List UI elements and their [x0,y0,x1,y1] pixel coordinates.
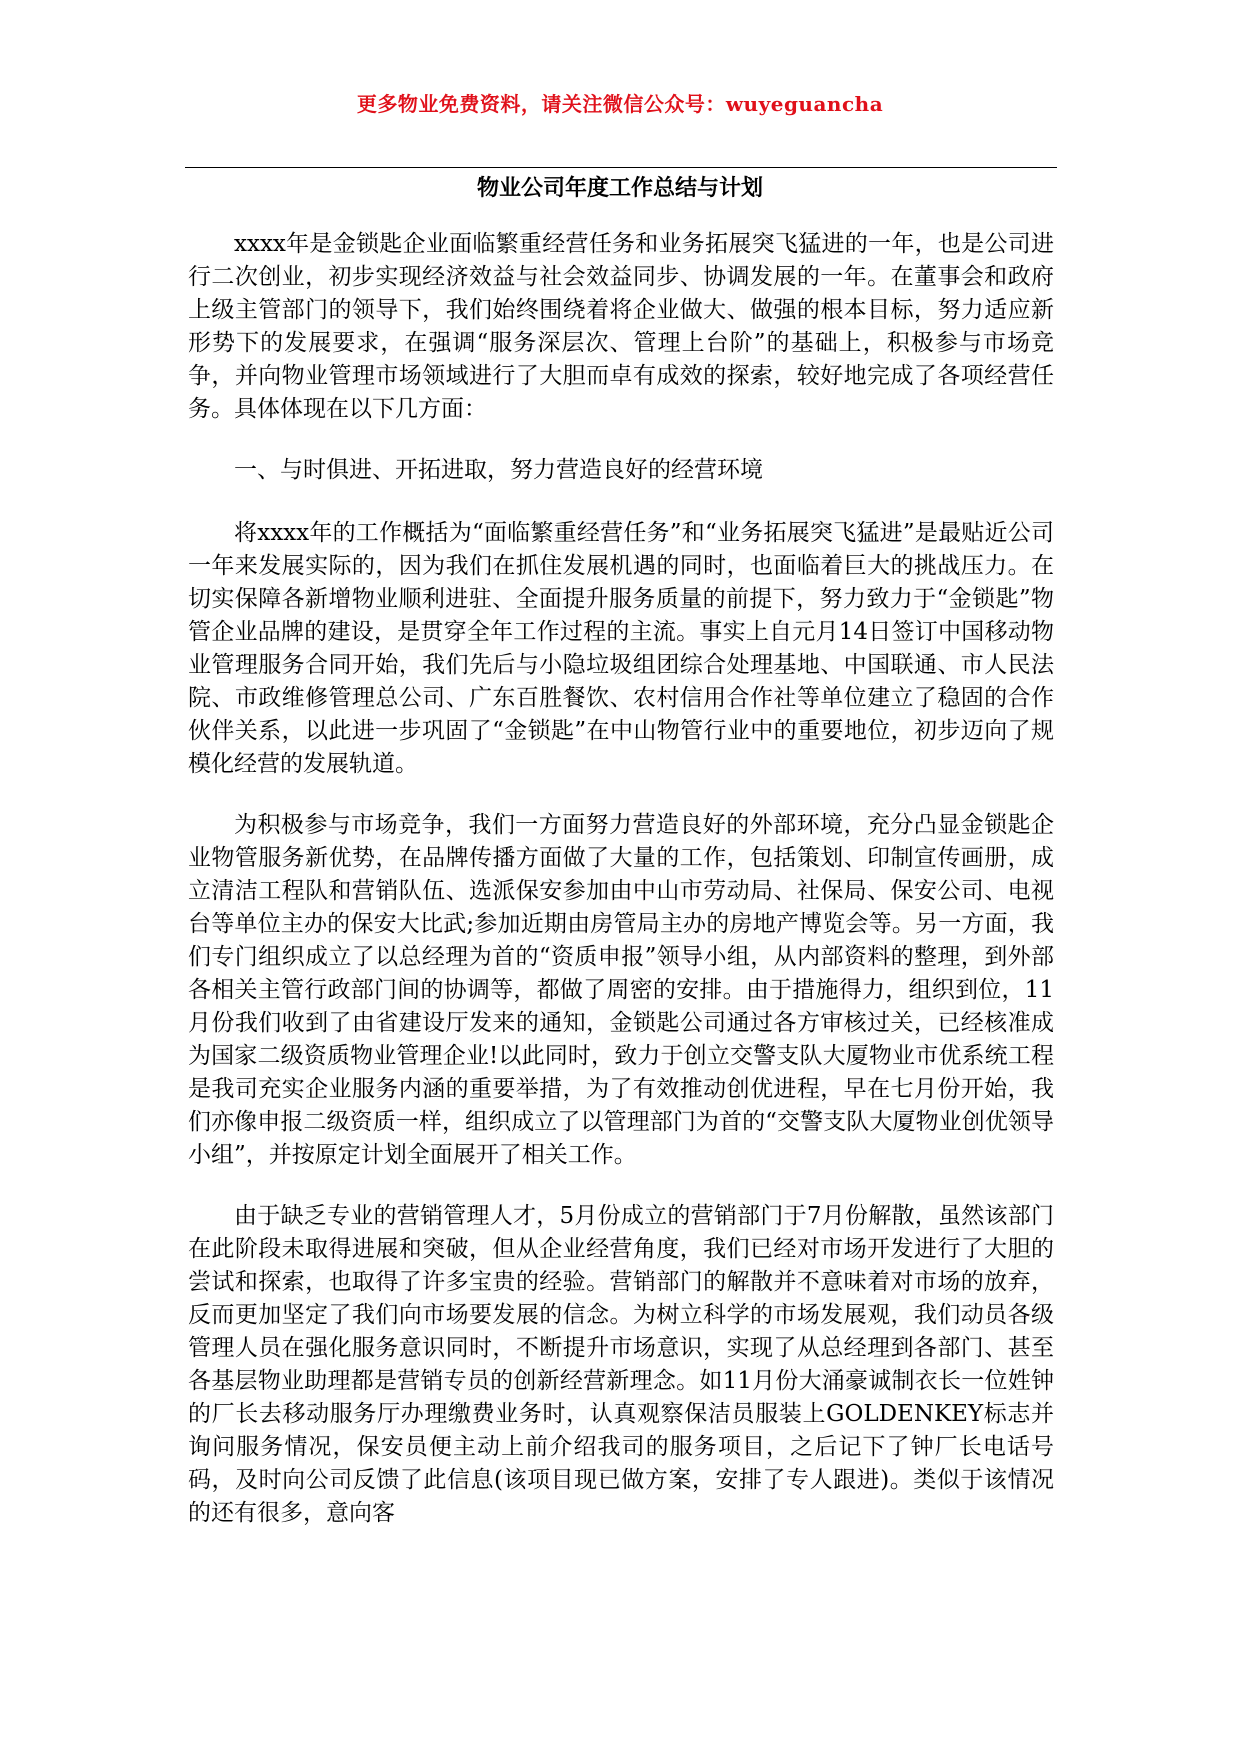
promo-header: 更多物业免费资料，请关注微信公众号：wuyeguancha [356,92,884,116]
paragraph-intro: xxxx年是金锁匙企业面临繁重经营任务和业务拓展突飞猛进的一年，也是公司进行二次创业，初步实现经济效益与社会效益同步、协调发展的一年。在董事会和政府上级主管部门的领导下，我们始终围绕着将企业做大、做强的根本目标，努力适应新形势下的发展要求，在强调“服务深层次、管理上台阶”的基础上，积极参与市场竞争，并向物业管理市场领域进行了大胆而卓有成效的探索，较好地完成了各项经营任务。具体体现在以下几方面： [188,231,1054,422]
section-heading-1: 一、与时俱进、开拓进取，努力营造良好的经营环境 [234,457,763,483]
document-body [188,228,1054,1558]
paragraph-2: 将xxxx年的工作概括为“面临繁重经营任务”和“业务拓展突飞猛进”是最贴近公司一年来发展实际的，因为我们在抓住发展机遇的同时，也面临着巨大的挑战压力。在切实保障各新增物业顺利进驻、全面提升服务质量的前提下，努力致力于“金锁匙”物管企业品牌的建设，是贯穿全年工作过程的主流。事实上自元月14日签订中国移动物业管理服务合同开始，我们先后与小隐垃圾组团综合处理基地、中国联通、市人民法院、市政维修管理总公司、广东百胜餐饮、农村信用合作社等单位建立了稳固的合作伙伴关系，以此进一步巩固了“金锁匙”在中山物管行业中的重要地位，初步迈向了规模化经营的发展轨道。 [188,520,1054,777]
paragraph-3: 为积极参与市场竞争，我们一方面努力营造良好的外部环境，充分凸显金锁匙企业物管服务新优势，在品牌传播方面做了大量的工作，包括策划、印制宣传画册，成立清洁工程队和营销队伍、选派保安参加由中山市劳动局、社保局、保安公司、电视台等单位主办的保安大比武;参加近期由房管局主办的房地产博览会等。另一方面，我们专门组织成立了以总经理为首的“资质申报”领导小组，从内部资料的整理，到外部各相关主管行政部门间的协调等，都做了周密的安排。由于措施得力，组织到位，11月份我们收到了由省建设厅发来的通知，金锁匙公司通过各方审核过关，已经核准成为国家二级资质物业管理企业!以此同时，致力于创立交警支队大厦物业市优系统工程是我司充实企业服务内涵的重要举措，为了有效推动创优进程，早在七月份开始，我们亦像申报二级资质一样，组织成立了以管理部门为首的“交警支队大厦物业创优领导小组”，并按原定计划全面展开了相关工作。 [188,812,1054,1168]
header-divider [185,167,1057,168]
paragraph-4: 由于缺乏专业的营销管理人才，5月份成立的营销部门于7月份解散，虽然该部门在此阶段未取得进展和突破，但从企业经营角度，我们已经对市场开发进行了大胆的尝试和探索，也取得了许多宝贵的经验。营销部门的解散并不意味着对市场的放弃，反而更加坚定了我们向市场要发展的信念。为树立科学的市场发展观，我们动员各级管理人员在强化服务意识同时，不断提升市场意识，实现了从总经理到各部门、甚至各基层物业助理都是营销专员的创新经营新理念。如11月份大涌豪诚制衣长一位姓钟的厂长去移动服务厅办理缴费业务时，认真观察保洁员服装上GOLDENKEY标志并询问服务情况，保安员便主动上前介绍我司的服务项目，之后记下了钟厂长电话号码，及时向公司反馈了此信息(该项目现已做方案，安排了专人跟进)。类似于该情况的还有很多，意向客 [188,1203,1054,1526]
document-title: 物业公司年度工作总结与计划 [476,175,763,201]
